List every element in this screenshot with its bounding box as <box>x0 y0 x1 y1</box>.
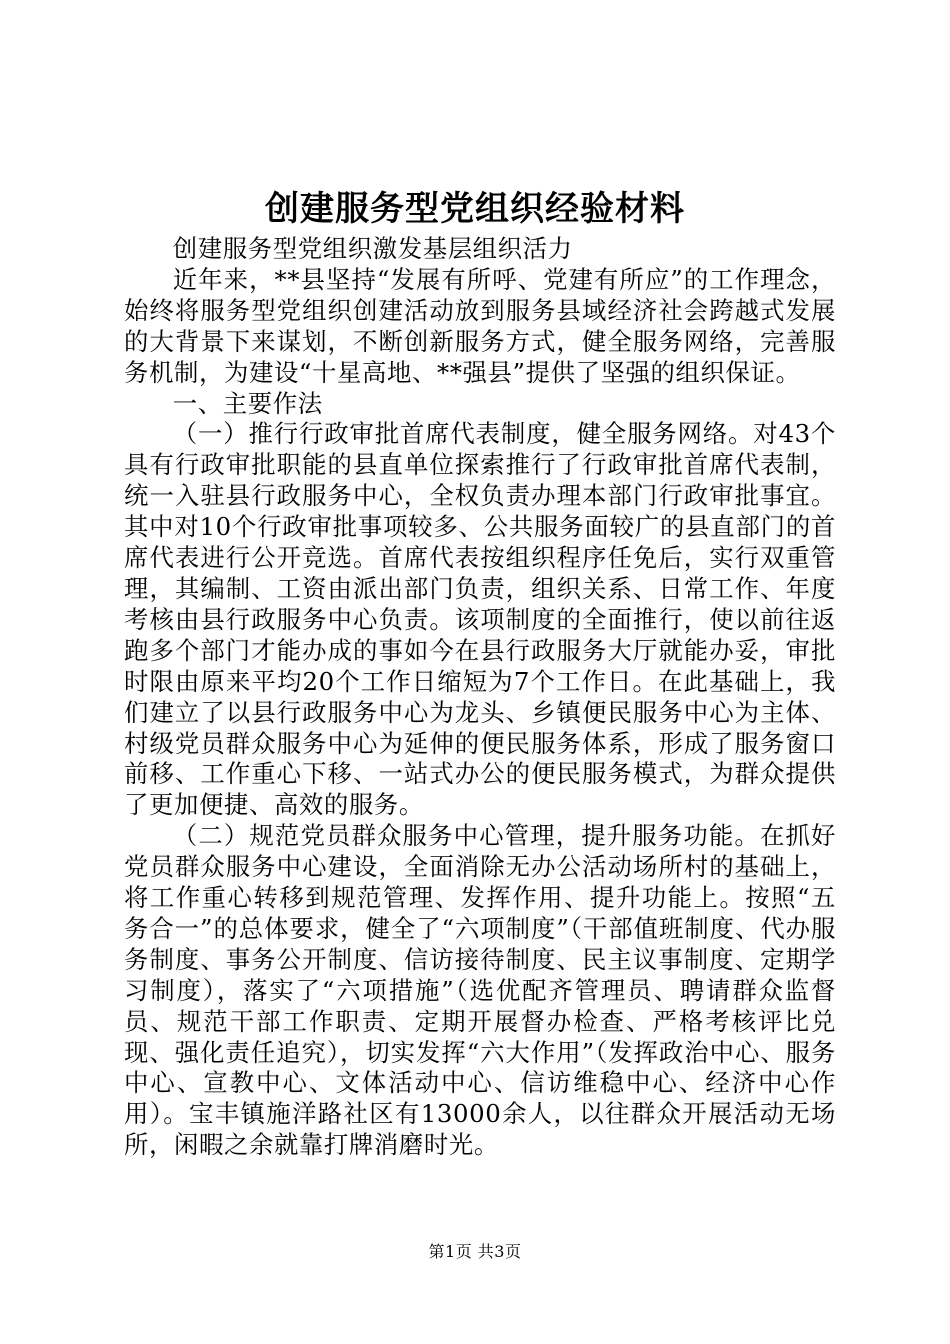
section-heading: 一、主要作法 <box>172 388 323 418</box>
page-footer: 第1页 共3页 <box>428 1242 522 1261</box>
document-body <box>124 234 836 1161</box>
body-paragraph-1: （一）推行行政审批首席代表制度，健全服务网络。对43个具有行政审批职能的县直单位探索推行了行政审批首席代表制，统一入驻县行政服务中心，全权负责办理本部门行政审批事宜。其中对10个行政审批事项较多、公共服务面较广的县直部门的首席代表进行公开竞选。首席代表按组织程序任免后，实行双重管理，其编制、工资由派出部门负责，组织关系、日常工作、年度考核由县行政服务中心负责。该项制度的全面推行，使以前往返跑多个部门才能办成的事如今在县行政服务大厅就能办妥，审批时限由原来平均20个工作日缩短为7个工作日。在此基础上，我们建立了以县行政服务中心为龙头、乡镇便民服务中心为主体、村级党员群众服务中心为延伸的便民服务体系，形成了服务窗口前移、工作重心下移、一站式办公的便民服务模式，为群众提供了更加便捷、高效的服务。 <box>124 419 836 820</box>
subtitle-paragraph: 创建服务型党组织激发基层组织活力 <box>172 234 573 263</box>
body-paragraph-2: （二）规范党员群众服务中心管理，提升服务功能。在抓好党员群众服务中心建设，全面消除无办公活动场所村的基础上，将工作重心转移到规范管理、发挥作用、提升功能上。按照“五务合一”的总体要求，健全了“六项制度”（干部值班制度、代办服务制度、事务公开制度、信访接待制度、民主议事制度、定期学习制度），落实了“六项措施”（选优配齐管理员、聘请群众监督员、规范干部工作职责、定期开展督办检查、严格考核评比兑现、强化责任追究），切实发挥“六大作用”（发挥政治中心、服务中心、宣教中心、文体活动中心、信访维稳中心、经济中心作用）。宝丰镇施洋路社区有13000余人，以往群众开展活动无场所，闲暇之余就靠打牌消磨时光。 <box>124 821 836 1160</box>
intro-paragraph: 近年来，**县坚持“发展有所呼、党建有所应”的工作理念，始终将服务型党组织创建活动放到服务县域经济社会跨越式发展的大背景下来谋划，不断创新服务方式，健全服务网络，完善服务机制，为建设“十星高地、**强县”提供了坚强的组织保证。 <box>124 264 836 387</box>
document-title: 创建服务型党组织经验材料 <box>265 189 685 229</box>
